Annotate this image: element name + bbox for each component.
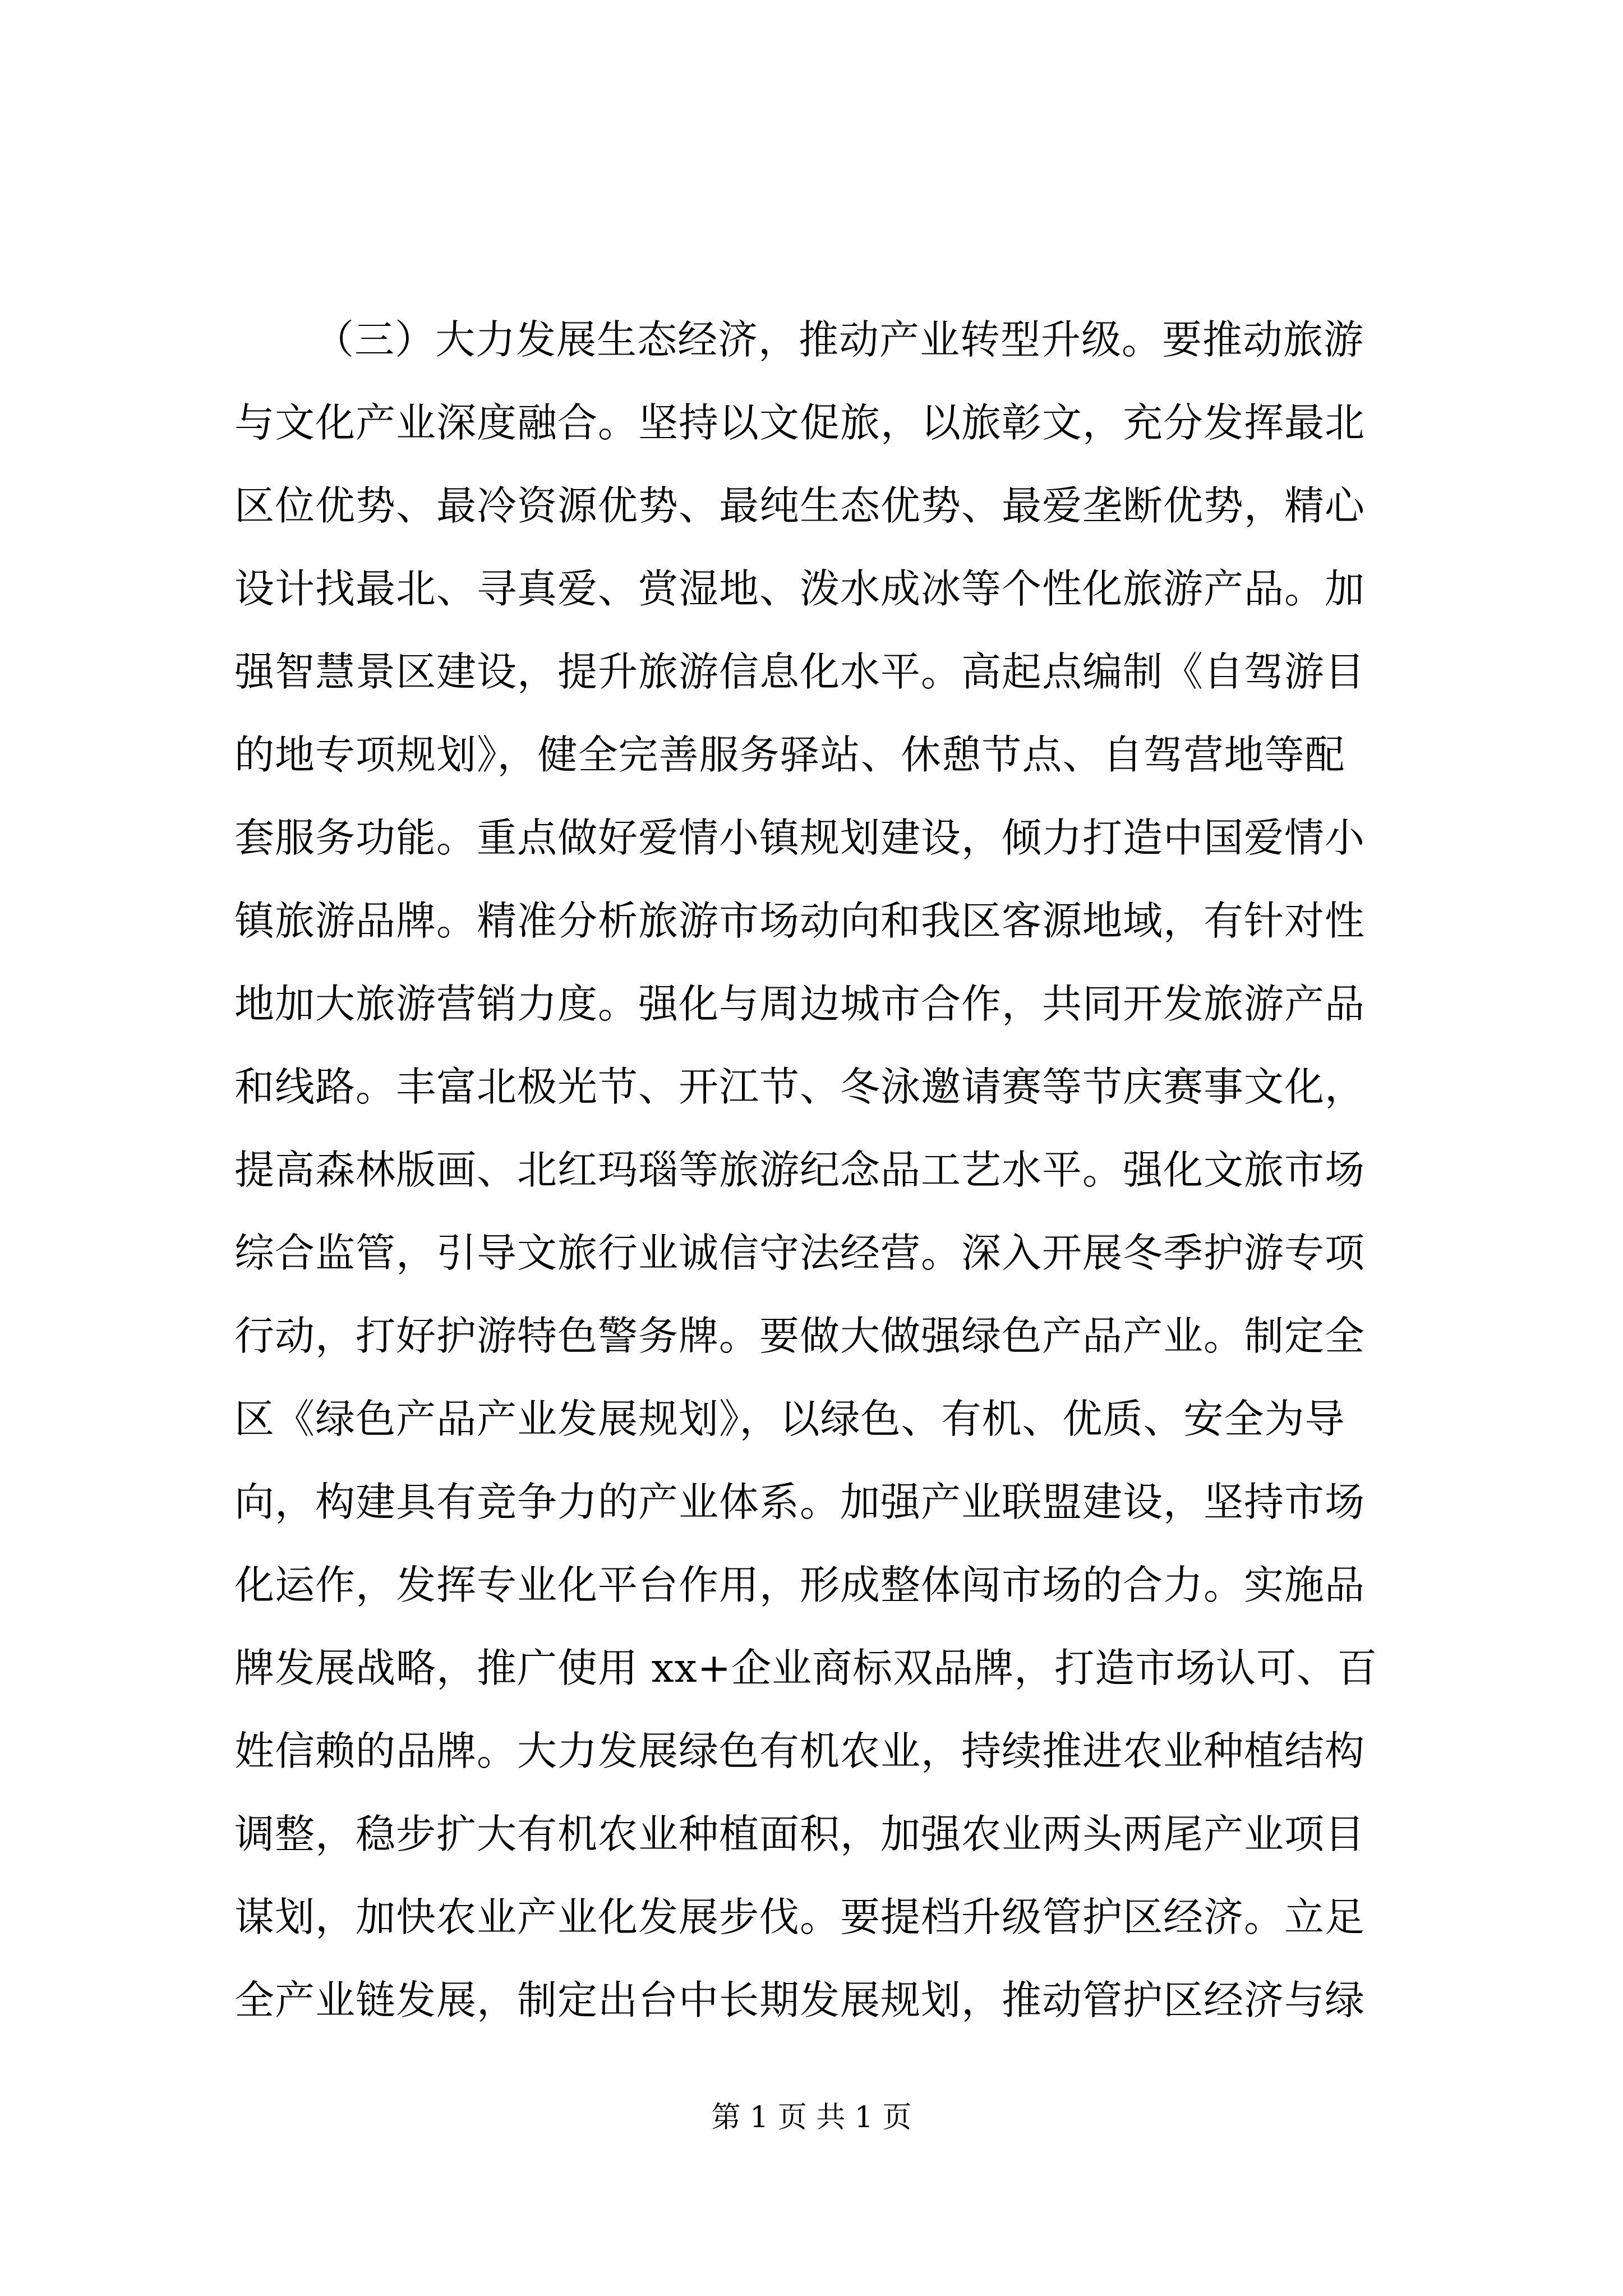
text-line: 谋划，加快农业产业化发展步伐。要提档升级管护区经济。立足 [234, 1894, 1366, 1940]
text-line: 设计找最北、寻真爱、赏湿地、泼水成冰等个性化旅游产品。加 [234, 565, 1366, 612]
text-line: 的地专项规划》，健全完善服务驿站、休憩节点、自驾营地等配 [234, 731, 1345, 778]
text-line: 向，构建具有竞争力的产业体系。加强产业联盟建设，坚持市场 [234, 1479, 1366, 1525]
text-line: （三）大力发展生态经济，推动产业转型升级。要推动旅游 [314, 316, 1364, 363]
text-line: 调整，稳步扩大有机农业种植面积，加强农业两头两尾产业项目 [234, 1811, 1366, 1857]
text-line: 提高森林版画、北红玛瑙等旅游纪念品工艺水平。强化文旅市场 [234, 1147, 1366, 1193]
text-line: 和线路。丰富北极光节、开江节、冬泳邀请赛等节庆赛事文化， [234, 1064, 1366, 1110]
text-line: 地加大旅游营销力度。强化与周边城市合作，共同开发旅游产品 [234, 981, 1366, 1027]
text-line: 套服务功能。重点做好爱情小镇规划建设，倾力打造中国爱情小 [234, 815, 1366, 861]
page-number-footer: 第 1 页 共 1 页 [711, 2101, 912, 2134]
text-line: 区位优势、最冷资源优势、最纯生态优势、最爱垄断优势，精心 [234, 482, 1366, 529]
body-paragraph [234, 298, 1429, 2042]
text-line: 强智慧景区建设，提升旅游信息化水平。高起点编制《自驾游目 [234, 648, 1366, 695]
text-line: 牌发展战略，推广使用 xx+企业商标双品牌，打造市场认可、百 [234, 1645, 1378, 1691]
text-line: 综合监管，引导文旅行业诚信守法经营。深入开展冬季护游专项 [234, 1230, 1366, 1276]
text-line: 与文化产业深度融合。坚持以文促旅，以旅彰文，充分发挥最北 [234, 399, 1366, 446]
text-line: 全产业链发展，制定出台中长期发展规划，推动管护区经济与绿 [234, 1977, 1366, 2023]
text-line: 姓信赖的品牌。大力发展绿色有机农业，持续推进农业种植结构 [234, 1728, 1366, 1774]
text-line: 镇旅游品牌。精准分析旅游市场动向和我区客源地域，有针对性 [234, 898, 1366, 944]
text-line: 区《绿色产品产业发展规划》，以绿色、有机、优质、安全为导 [234, 1396, 1345, 1442]
text-line: 化运作，发挥专业化平台作用，形成整体闯市场的合力。实施品 [234, 1562, 1366, 1608]
text-line: 行动，打好护游特色警务牌。要做大做强绿色产品产业。制定全 [234, 1313, 1366, 1359]
